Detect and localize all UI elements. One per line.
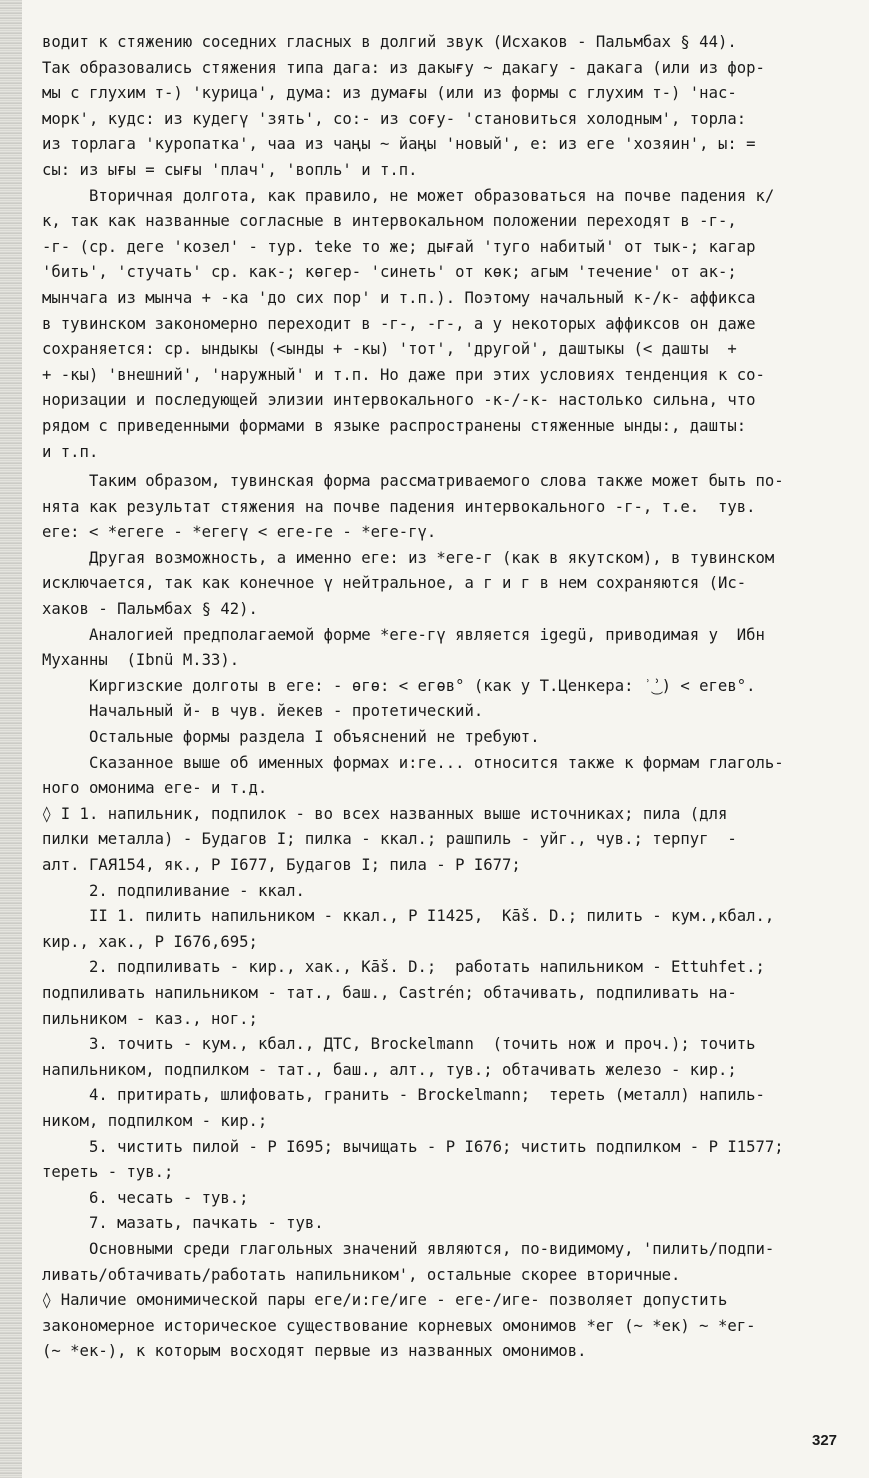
text-line: пилки металла) - Будагов I; пилка - ккал.; рашпиль - уйг., чув.; терпуг - <box>42 830 737 849</box>
text-line: Таким образом, тувинская форма рассматриваемого слова также может быть по- <box>42 472 784 491</box>
text-line: мынчага из мынча + -ка 'до сих пор' и т.п.). Поэтому начальный к-/к- аффикса <box>42 288 756 307</box>
text-line: кир., хак., Р I676,695; <box>42 932 258 951</box>
text-line: Начальный й- в чув. йекев - протетический. <box>42 702 484 721</box>
text-line: в тувинском закономерно переходит в -г-, -г-, а у некоторых аффиксов он даже <box>42 314 756 333</box>
text-line: мы с глухим т-) 'курица', дума: из думағы (или из формы с глухим т-) 'нас- <box>42 84 737 103</box>
text-line: (~ *ек-), к которым восходят первые из названных омонимов. <box>42 1342 587 1361</box>
text-line: Муханны (Ibnü M.33). <box>42 651 240 670</box>
text-line: Киргизские долготы в еге: - өгө: < егөв° (как у Т.Ценкера: ʾ͜ʾ) < егев°. <box>42 676 756 695</box>
text-line: Так образовались стяжения типа дага: из дакығу ~ дакагу - дакага (или из фор- <box>42 58 765 77</box>
text-line: Основными среди глагольных значений являются, по-видимому, 'пилить/подпи- <box>42 1239 775 1258</box>
text-line: ◊ Наличие омонимической пары еге/и:ге/иге - еге-/иге- позволяет допустить <box>42 1291 728 1310</box>
text-line: напильником, подпилком - тат., баш., алт., тув.; обтачивать железо - кир.; <box>42 1060 737 1079</box>
text-line: тереть - тув.; <box>42 1163 174 1182</box>
text-line: водит к стяжению соседних гласных в долгий звук (Исхаков - Пальмбах § 44). <box>42 33 737 51</box>
text-line: алт. ГАЯ154, як., Р I677, Будагов I; пила - Р I677; <box>42 856 521 874</box>
text-line: и т.п. <box>42 442 99 461</box>
text-line: 7. мазать, пачкать - тув. <box>42 1214 324 1233</box>
text-line: Остальные формы раздела I объяснений не требуют. <box>42 728 540 747</box>
text-line: 2. подпиливать - кир., хак., Kāš. D.; работать напильником - Ettuhfet.; <box>42 958 765 977</box>
scan-binding-edge <box>0 0 22 1478</box>
page-number: 327 <box>812 1432 838 1449</box>
text-line: 'бить', 'стучать' ср. как-; көгер- 'синеть' от көк; агым 'течение' от ак-; <box>42 263 737 282</box>
text-line: 2. подпиливание - ккал. <box>42 881 305 900</box>
page-text-column <box>42 30 854 1365</box>
text-line: закономерное историческое существование корневых омонимов *ег (~ *ек) ~ *ег- <box>42 1316 756 1335</box>
text-line: из торлага 'куропатка', чаа из чаңы ~ йаңы 'новый', е: из еге 'хозяин', ы: = <box>42 135 756 154</box>
text-line: Аналогией предполагаемой форме *еге-гү является igegü, приводимая у Ибн <box>42 625 765 644</box>
text-line: норизации и последующей элизии интервокального -к-/-к- настолько сильна, что <box>42 391 756 410</box>
text-line: исключается, так как конечное ү нейтральное, а г и г в нем сохраняются (Ис- <box>42 574 747 593</box>
text-line: нята как результат стяжения на почве падения интервокального -г-, т.е. тув. <box>42 497 756 516</box>
text-line: 3. точить - кум., кбал., ДТС, Brockelmann (точить нож и проч.); точить <box>42 1035 756 1054</box>
text-line: Другая возможность, а именно еге: из *еге-г (как в якутском), в тувинском <box>42 548 775 567</box>
text-line: 4. притирать, шлифовать, гранить - Brockelmann; тереть (металл) напиль- <box>42 1086 765 1105</box>
text-line: Вторичная долгота, как правило, не может образоваться на почве падения к/ <box>42 186 775 205</box>
text-line: + -кы) 'внешний', 'наружный' и т.п. Но даже при этих условиях тенденция к со- <box>42 365 765 384</box>
text-line: еге: < *егеге - *егегү < еге-ге - *еге-гү. <box>42 523 437 542</box>
text-line: II 1. пилить напильником - ккал., Р I1425, Kāš. D.; пилить - кум.,кбал., <box>42 907 775 926</box>
text-line: ливать/обтачивать/работать напильником', остальные скорее вторичные. <box>42 1265 681 1284</box>
text-line: 6. чесать - тув.; <box>42 1188 249 1207</box>
text-line: морк', кудс: из кудегү 'зять', со:- из соғу- 'становиться холодным', торла: <box>42 109 747 128</box>
text-line: рядом с приведенными формами в языке распространены стяженные ынды:, дашты: <box>42 416 747 435</box>
text-line: ◊ I 1. напильник, подпилок - во всех названных выше источниках; пила (для <box>42 804 728 823</box>
text-line: сы: из ығы = сығы 'плач', 'вопль' и т.п. <box>42 160 418 179</box>
text-line: подпиливать напильником - тат., баш., Castrén; обтачивать, подпиливать на- <box>42 983 737 1002</box>
text-line: к, так как названные согласные в интервокальном положении переходят в -г-, <box>42 212 737 231</box>
text-line: сохраняется: ср. ындыкы (<ынды + -кы) 'тот', 'другой', даштыкы (< дашты + <box>42 340 737 359</box>
text-line: ником, подпилком - кир.; <box>42 1111 268 1130</box>
text-line: ного омонима еге- и т.д. <box>42 779 268 798</box>
text-line: Сказанное выше об именных формах и:ге... относится также к формам глаголь- <box>42 753 784 772</box>
text-line: пильником - каз., ног.; <box>42 1009 258 1028</box>
text-line: хаков - Пальмбах § 42). <box>42 600 258 619</box>
text-line: 5. чистить пилой - Р I695; вычищать - Р I676; чистить подпилком - Р I1577; <box>42 1137 784 1156</box>
text-line: -г- (ср. деге 'козел' - тур. teke то же; дығай 'туго набитый' от тык-; кагар <box>42 237 756 256</box>
